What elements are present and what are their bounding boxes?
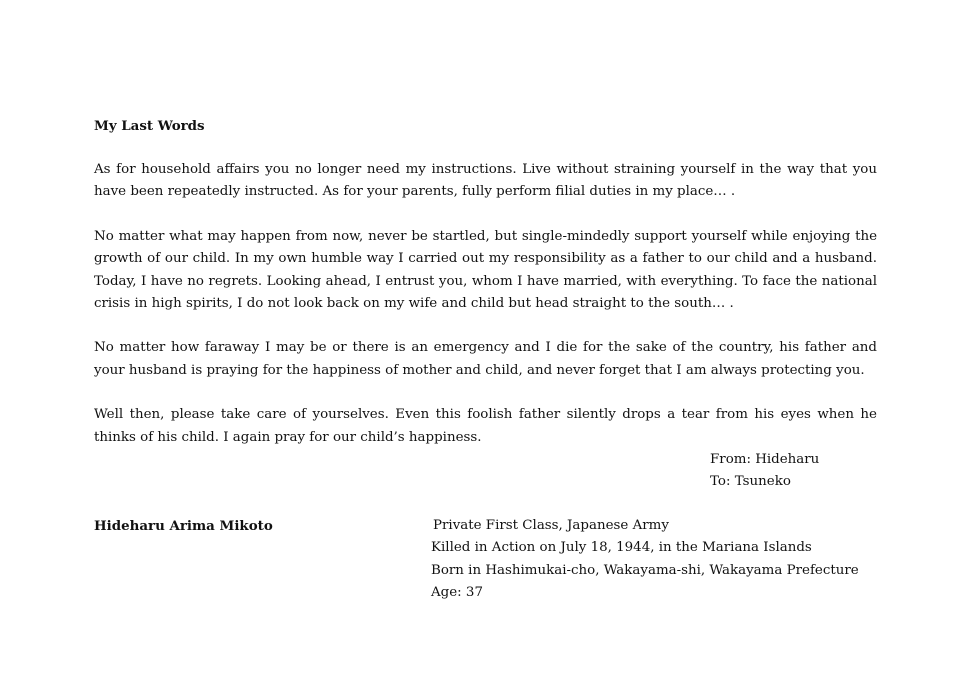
letter-title: My Last Words	[94, 118, 205, 134]
paragraph-3: No matter how faraway I may be or there is an emergency and I die for the sake of the country, his father and your husband is praying for the happiness of mother and child, and never forget that I am always protecting you.	[94, 340, 877, 378]
signoff-from: From: Hideharu	[710, 452, 820, 468]
soldier-death: Killed in Action on July 18, 1944, in the Mariana Islands	[431, 540, 812, 556]
soldier-info	[94, 515, 877, 605]
signoff	[94, 449, 877, 493]
soldier-birthplace: Born in Hashimukai-cho, Wakayama-shi, Wakayama Prefecture	[431, 562, 859, 578]
paragraph-2: No matter what may happen from now, never be startled, but single-mindedly support yourself while enjoying the growth of our child. In my own humble way I carried out my responsibility as a father to our child and a husband. Today, I have no regrets. Looking ahead, I entrust you, whom I have married, with everything. To face the national crisis in high spirits, I do not look back on my wife and child but head straight to the south… .	[94, 228, 877, 312]
signoff-to: To: Tsuneko	[710, 474, 791, 490]
paragraph-1: As for household affairs you no longer need my instructions. Live without straining yourself in the way that you have been repeatedly instructed. As for your parents, fully perform filial duties in my place… .	[94, 162, 877, 200]
soldier-details	[431, 515, 859, 605]
soldier-name: Hideharu Arima Mikoto	[94, 518, 273, 535]
paragraph-4: Well then, please take care of yourselves. Even this foolish father silently drops a tear from his eyes when he thinks of his child. I again pray for our child’s happiness.	[94, 407, 877, 445]
letter-page	[94, 115, 877, 605]
soldier-age: Age: 37	[431, 585, 483, 601]
soldier-rank: Private First Class, Japanese Army	[433, 518, 669, 534]
